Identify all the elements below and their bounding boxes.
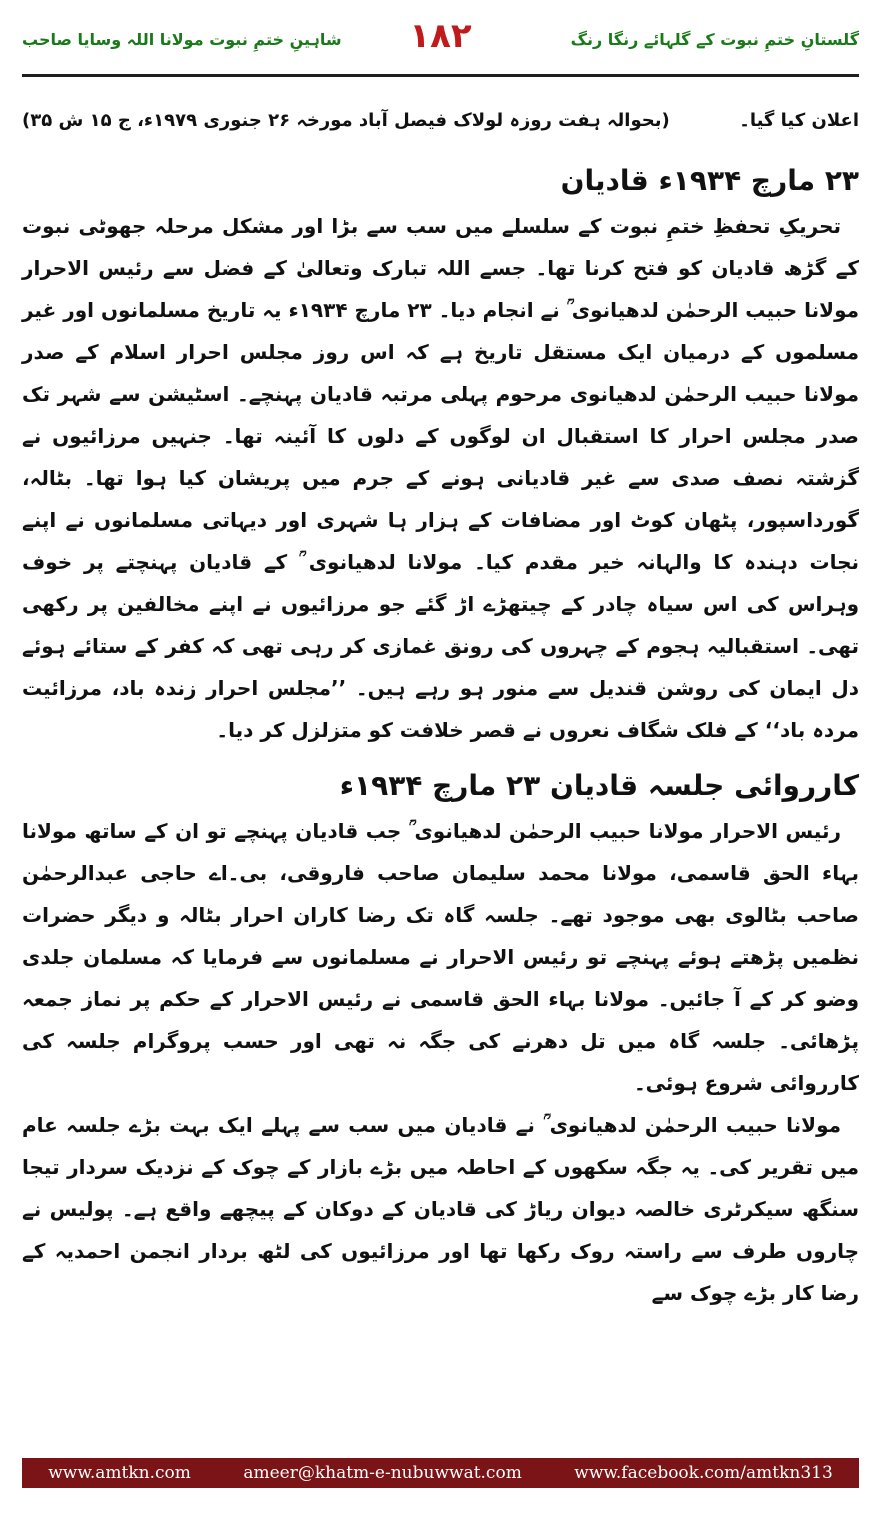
section1-paragraph: تحریکِ تحفظِ ختمِ نبوت کے سلسلے میں سب سے بڑا اور مشکل مرحلہ جھوٹی نبوت کے گڑھ قادیان کو فتح کرنا تھا۔ جسے اللہ تبارک وتعالیٰ کے فضل سے رئیس الاحرار مولانا حبیب الرحمٰن لدھیانوی ؒ نے انجام دیا۔ ۲۳ مارچ ۱۹۳۴ء یہ تاریخ مسلمانوں اور غیر مسلموں کے درمیان ایک مستقل تاریخ ہے کہ اس روز مجلس احرار اسلام کے صدر مولانا حبیب الرحمٰن لدھیانوی مرحوم پہلی مرتبہ قادیان پہنچے۔ اسٹیشن سے شہر تک صدر مجلس احرار کا استقبال ان لوگوں کے دلوں کا آئینہ تھا۔ جنہیں مرزائیوں نے گزشتہ نصف صدی سے غیر قادیانی ہونے کے جرم میں پریشان کیا ہوا تھا۔ بٹالہ، گورداسپور، پٹھان کوٹ اور مضافات کے ہزار ہا شہری اور دیہاتی مسلمانوں نے اپنے نجات دہندہ کا والہانہ خیر مقدم کیا۔ مولانا لدھیانوی ؒ کے قادیان پہنچتے پر خوف وہراس کی اس سیاہ چادر کے چیتھڑے اڑ گئے جو مرزائیوں نے اپنے مخالفین پر رکھی تھی۔ استقبالیہ ہجوم کے چہروں کی رونق غمازی کر رہی تھی کہ کفر کے ستائے ہوئے دل ایمان کی روشن قندیل سے منور ہو رہے ہیں۔ ’’مجلس احرار زندہ باد، مرزائیت مردہ باد‘‘ کے فلک شگاف نعروں نے قصر خلافت کو متزلزل کر دیا۔ — [21, 214, 859, 742]
section2-paragraph-2: مولانا حبیب الرحمٰن لدھیانوی ؒ نے قادیان میں سب سے پہلے ایک بہت بڑے جلسہ عام میں تقریر کی۔ یہ جگہ سکھوں کے احاطہ میں بڑے بازار کے چوک کے نزدیک سردار تیجا سنگھ سیکرٹری خالصہ دیوان ریاڑ کی قادیان کے دوکان کے پیچھے واقع ہے۔ پولیس نے چاروں طرف سے راستہ روک رکھا تھا اور مرزائیوں کی لٹھ بردار انجمن احمدیہ کے رضا کار بڑے چوک سے — [22, 1113, 859, 1305]
announcement-text: اعلان کیا گیا۔ — [739, 110, 859, 131]
page-body — [22, 106, 859, 1314]
facebook-link[interactable]: www.facebook.com/amtkn313 — [574, 1463, 833, 1483]
book-title: گلستانِ ختمِ نبوت کے گلہائے رنگا رنگ — [570, 30, 859, 49]
section-heading-jalsa: کارروائی جلسہ قادیان ۲۳ مارچ ۱۹۳۴ء — [339, 769, 859, 802]
header-divider — [22, 74, 859, 77]
email-link[interactable]: ameer@khatm-e-nubuwwat.com — [243, 1463, 522, 1483]
page-footer — [22, 1458, 859, 1488]
section-heading-qadian: ۲۳ مارچ ۱۹۳۴ء قادیان — [560, 164, 859, 197]
website-link[interactable]: www.amtkn.com — [48, 1463, 191, 1483]
author-title: شاہینِ ختمِ نبوت مولانا اللہ وسایا صاحب — [22, 30, 342, 49]
intro-row — [22, 106, 859, 146]
page-header — [22, 14, 859, 72]
page-number: ۱۸۲ — [409, 16, 472, 56]
section2-paragraph-1: رئیس الاحرار مولانا حبیب الرحمٰن لدھیانوی ؒ جب قادیان پہنچے تو ان کے ساتھ مولانا بہاء الحق قاسمی، مولانا محمد سلیمان صاحب فاروقی، بی۔اے حاجی عبدالرحمٰن صاحب بٹالوی بھی موجود تھے۔ جلسہ گاہ تک رضا کاران احرار بٹالہ و دیگر حضرات نظمیں پڑھتے ہوئے پہنچے تو رئیس الاحرار نے مسلمانوں سے فرمایا کہ مسلمان جلدی وضو کر کے آ جائیں۔ مولانا بہاء الحق قاسمی نے رئیس الاحرار کے حکم پر نماز جمعہ پڑھائی۔ جلسہ گاہ میں تل دھرنے کی جگہ نہ تھی اور حسب پروگرام جلسہ کی کارروائی شروع ہوئی۔ — [22, 819, 859, 1095]
reference-citation: (بحوالہ ہفت روزہ لولاک فیصل آباد مورخہ ۲۶ جنوری ۱۹۷۹ء، ج ۱۵ ش ۳۵) — [22, 110, 670, 131]
